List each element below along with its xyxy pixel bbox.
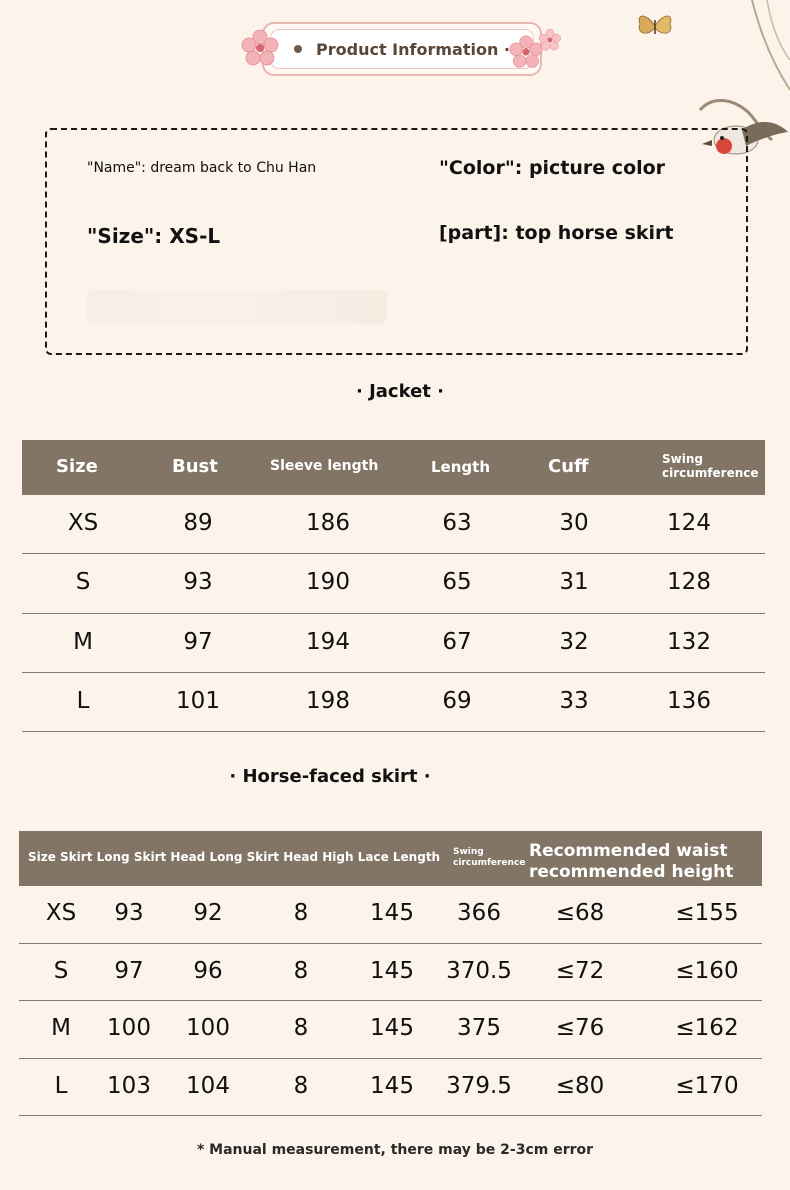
header-plaque	[262, 22, 542, 76]
table-cell: XS	[45, 900, 77, 926]
jacket-header-size: Size	[56, 456, 98, 477]
table-row	[22, 495, 765, 554]
table-cell: 69	[442, 687, 472, 714]
table-row	[19, 1001, 762, 1059]
jacket-header-sleeve-length: Sleeve length	[270, 458, 379, 474]
table-row	[22, 614, 765, 673]
page-title: Product Information ·	[316, 39, 510, 59]
measurement-footnote: * Manual measurement, there may be 2-3cm error	[196, 1142, 594, 1158]
table-cell: 100	[186, 1015, 230, 1041]
table-cell: 375	[457, 1015, 501, 1041]
table-cell: ≤160	[675, 957, 739, 984]
table-cell: 103	[107, 1072, 151, 1099]
table-cell: 194	[306, 628, 350, 655]
table-cell: 104	[186, 1072, 230, 1099]
jacket-table-header	[22, 440, 765, 495]
info-part: [part]: top horse skirt	[439, 222, 674, 244]
plum-blossom-small-icon	[538, 28, 562, 52]
table-cell: 379.5	[446, 1072, 512, 1099]
skirt-header-swing: Swing	[453, 847, 484, 857]
table-cell: ≤155	[675, 900, 739, 926]
table-cell: 32	[559, 628, 589, 655]
table-cell: 63	[442, 510, 472, 536]
blurred-watermark	[87, 290, 387, 324]
table-row	[22, 673, 765, 732]
jacket-section-title: · Jacket ·	[355, 381, 445, 402]
skirt-header-circumference: circumference	[453, 858, 526, 868]
skirt-section-title: · Horse-faced skirt ·	[229, 766, 431, 787]
table-cell: S	[53, 957, 69, 984]
table-cell: 128	[667, 569, 711, 596]
table-cell: 30	[559, 510, 589, 536]
table-cell: S	[75, 569, 91, 596]
table-cell: ≤72	[555, 957, 605, 984]
table-cell: 186	[306, 510, 350, 536]
table-cell: 65	[442, 569, 472, 596]
butterfly-icon	[634, 10, 676, 42]
table-cell: 96	[193, 957, 223, 984]
skirt-header-recommended-height: recommended height	[529, 862, 734, 882]
table-cell: 8	[293, 1072, 309, 1099]
table-cell: 145	[370, 957, 414, 984]
table-cell: XS	[67, 510, 99, 536]
table-cell: 101	[176, 687, 220, 714]
bullet-dot-icon	[294, 45, 302, 53]
header-plaque-inner	[270, 29, 534, 69]
table-cell: 100	[107, 1015, 151, 1041]
table-cell: 136	[667, 687, 711, 714]
table-cell: 89	[183, 510, 213, 536]
jacket-header-length: Length	[431, 458, 490, 476]
table-cell: 8	[293, 957, 309, 984]
table-cell: 67	[442, 628, 472, 655]
info-name: "Name": dream back to Chu Han	[87, 160, 317, 176]
skirt-size-table	[19, 831, 762, 1116]
table-cell: 8	[293, 1015, 309, 1041]
table-cell: 198	[306, 687, 350, 714]
table-cell: ≤80	[555, 1072, 605, 1099]
table-cell: L	[76, 687, 90, 714]
table-cell: 132	[667, 628, 711, 655]
table-cell: ≤76	[555, 1015, 605, 1041]
table-cell: ≤162	[675, 1015, 739, 1041]
table-cell: 8	[293, 900, 309, 926]
table-cell: 145	[370, 1072, 414, 1099]
table-cell: 92	[193, 900, 223, 926]
table-cell: L	[54, 1072, 68, 1099]
table-cell: 97	[183, 628, 213, 655]
info-color: "Color": picture color	[439, 157, 666, 179]
skirt-table-header	[19, 831, 762, 886]
table-cell: 145	[370, 900, 414, 926]
table-row	[19, 886, 762, 944]
table-cell: 97	[114, 957, 144, 984]
table-cell: 366	[457, 900, 501, 926]
skirt-header-columns: Size Skirt Long Skirt Head Long Skirt Head High Lace Length	[28, 850, 441, 864]
table-cell: 93	[183, 569, 213, 596]
table-row	[22, 554, 765, 613]
jacket-header-swing: Swing	[662, 452, 703, 466]
table-cell: 124	[667, 510, 711, 536]
jacket-header-bust: Bust	[172, 456, 218, 477]
product-info-box	[45, 128, 748, 355]
jacket-header-cuff: Cuff	[548, 456, 589, 477]
table-cell: M	[51, 1015, 71, 1041]
skirt-header-recommended-waist: Recommended waist	[529, 841, 728, 861]
plum-blossom-left-icon	[240, 28, 280, 68]
jacket-header-circumference: circumference	[662, 466, 759, 480]
table-cell: 93	[114, 900, 144, 926]
info-size: "Size": XS-L	[87, 224, 221, 248]
table-cell: M	[73, 628, 93, 655]
table-cell: 31	[559, 569, 589, 596]
jacket-size-table	[22, 440, 765, 732]
table-row	[19, 944, 762, 1002]
table-cell: 370.5	[446, 957, 512, 984]
table-cell: 33	[559, 687, 589, 714]
table-cell: 145	[370, 1015, 414, 1041]
table-cell: 190	[306, 569, 350, 596]
table-cell: ≤170	[675, 1072, 739, 1099]
table-row	[19, 1059, 762, 1117]
table-cell: ≤68	[555, 900, 605, 926]
